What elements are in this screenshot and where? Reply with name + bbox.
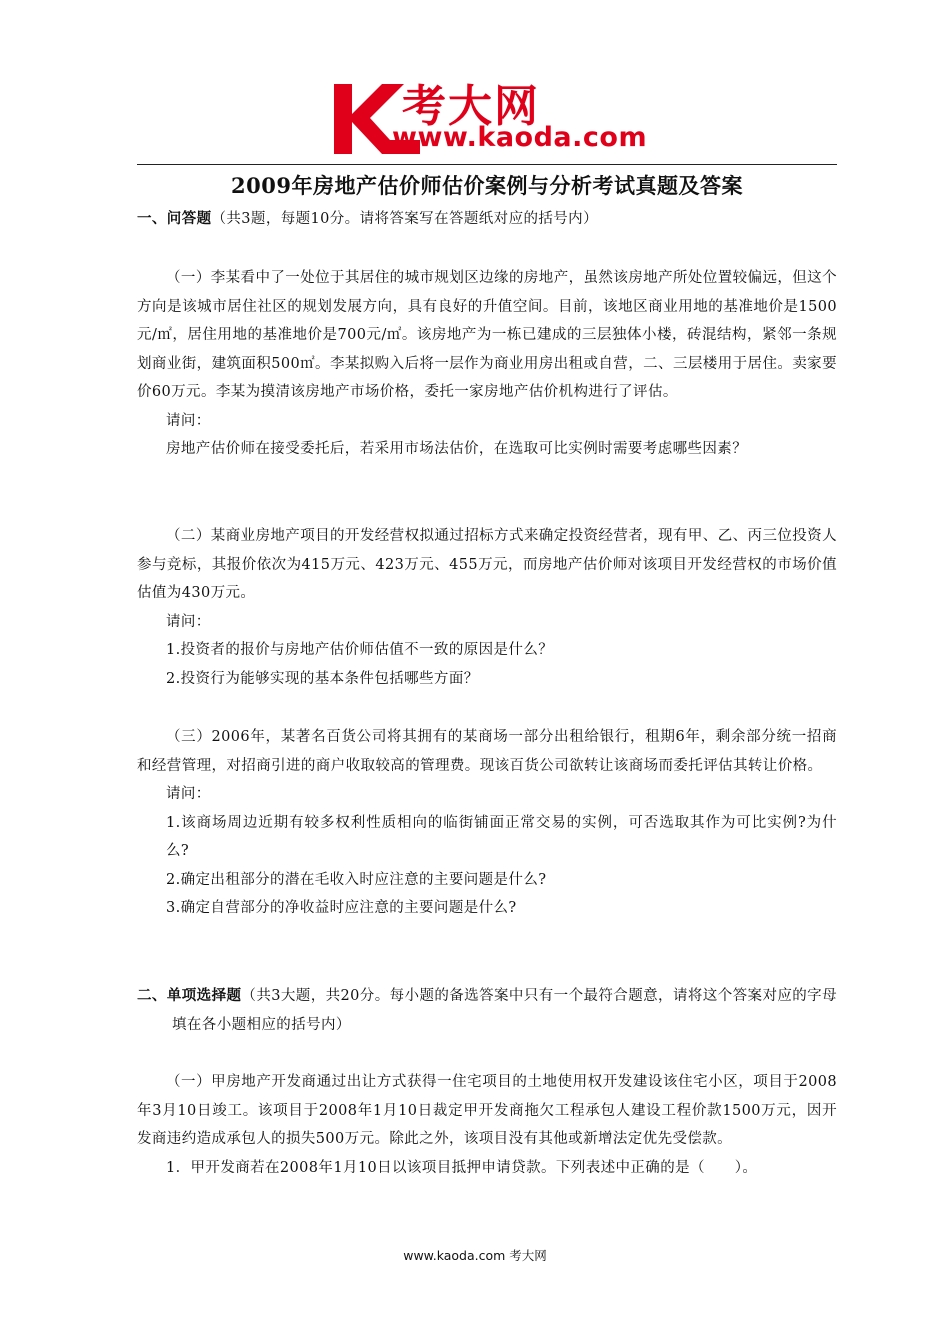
question-1-paragraph: （一）李某看中了一处位于其居住的城市规划区边缘的房地产，虽然该房地产所处位置较偏远，但这个方向是该城市居住社区的规划发展方向，具有良好的升值空间。目前，该地区商业用地的基准地价是1500元/㎡，居住用地的基准地价是700元/㎡。该房地产为一栋已建成的三层独体小楼，砖混结构，紧邻一条规划商业街，建筑面积500㎡。李某拟购入后将一层作为商业用房出租或自营，二、三层楼用于居住。卖家要价60万元。李某为摸清该房地产市场价格，委托一家房地产估价机构进行了评估。 [137,270,837,400]
question-3-item-2: 2.确定出租部分的潜在毛收入时应注意的主要问题是什么? [166,871,547,888]
page-title: 2009年房地产估价师估价案例与分析考试真题及答案 [231,173,743,198]
header-divider [137,164,837,165]
choice-group-1 [137,1068,837,1182]
section-1-heading-block [137,205,837,234]
question-3-item-3: 3.确定自营部分的净收益时应注意的主要问题是什么? [166,900,517,916]
question-3-ask: 请问： [166,786,211,802]
question-3-paragraph: （三）2006年，某著名百货公司将其拥有的某商场一部分出租给银行，租期6年，剩余部分统一招商和经营管理，对招商引进的商户收取较高的管理费。现该百货公司欲转让该商场而委托评估其转让价格。 [137,729,837,774]
choice-group-1-paragraph: （一）甲房地产开发商通过出让方式获得一住宅项目的土地使用权开发建设该住宅小区，项目于2008年3月10日竣工。该项目于2008年1月10日裁定甲开发商拖欠工程承包人建设工程价款1500万元，因开发商违约造成承包人的损失500万元。除此之外，该项目没有其他或新增法定优先受偿款。 [137,1074,837,1147]
question-2-item-1: 1.投资者的报价与房地产估价师估值不一致的原因是什么？ [166,642,554,658]
kaoda-logo[interactable] [330,74,650,160]
question-1-item-1: 房地产估价师在接受委托后，若采用市场法估价，在选取可比实例时需要考虑哪些因素？ [166,441,748,457]
section-2-heading: 二、单项选择题 [137,987,242,1004]
footer-link[interactable]: www.kaoda.com 考大网 [403,1248,547,1263]
section-1-note: （共3题，每题10分。请将答案写在答题纸对应的括号内） [211,211,598,227]
question-3-item-1: 1.该商场周边近期有较多权利性质相向的临街铺面正常交易的实例，可否选取其作为可比实例?为什么? [166,814,837,859]
question-2 [137,522,837,693]
question-1 [137,264,837,464]
question-1-ask: 请问： [166,412,211,429]
question-2-ask: 请问： [166,613,211,630]
section-2-note: （共3大题，共20分。每小题的备选答案中只有一个最符合题意，请将这个答案对应的字母填在各小题相应的括号内） [172,988,837,1033]
section-1-heading: 一、问答题 [137,210,212,227]
logo-url-text: www.kaoda.com [392,122,648,153]
question-2-item-2: 2.投资行为能够实现的基本条件包括哪些方面？ [166,670,479,687]
logo-brand-text: 考大网 [402,81,540,132]
question-3 [137,723,837,923]
choice-1-question: 1．甲开发商若在2008年1月10日以该项目抵押申请贷款。下列表述中正确的是（ ）。 [166,1159,758,1176]
question-2-paragraph: （二）某商业房地产项目的开发经营权拟通过招标方式来确定投资经营者，现有甲、乙、丙三位投资人参与竞标，其报价依次为415万元、423万元、455万元，而房地产估价师对该项目开发经营权的市场价值估值为430万元。 [137,528,837,601]
section-2-heading-block [137,982,837,1039]
